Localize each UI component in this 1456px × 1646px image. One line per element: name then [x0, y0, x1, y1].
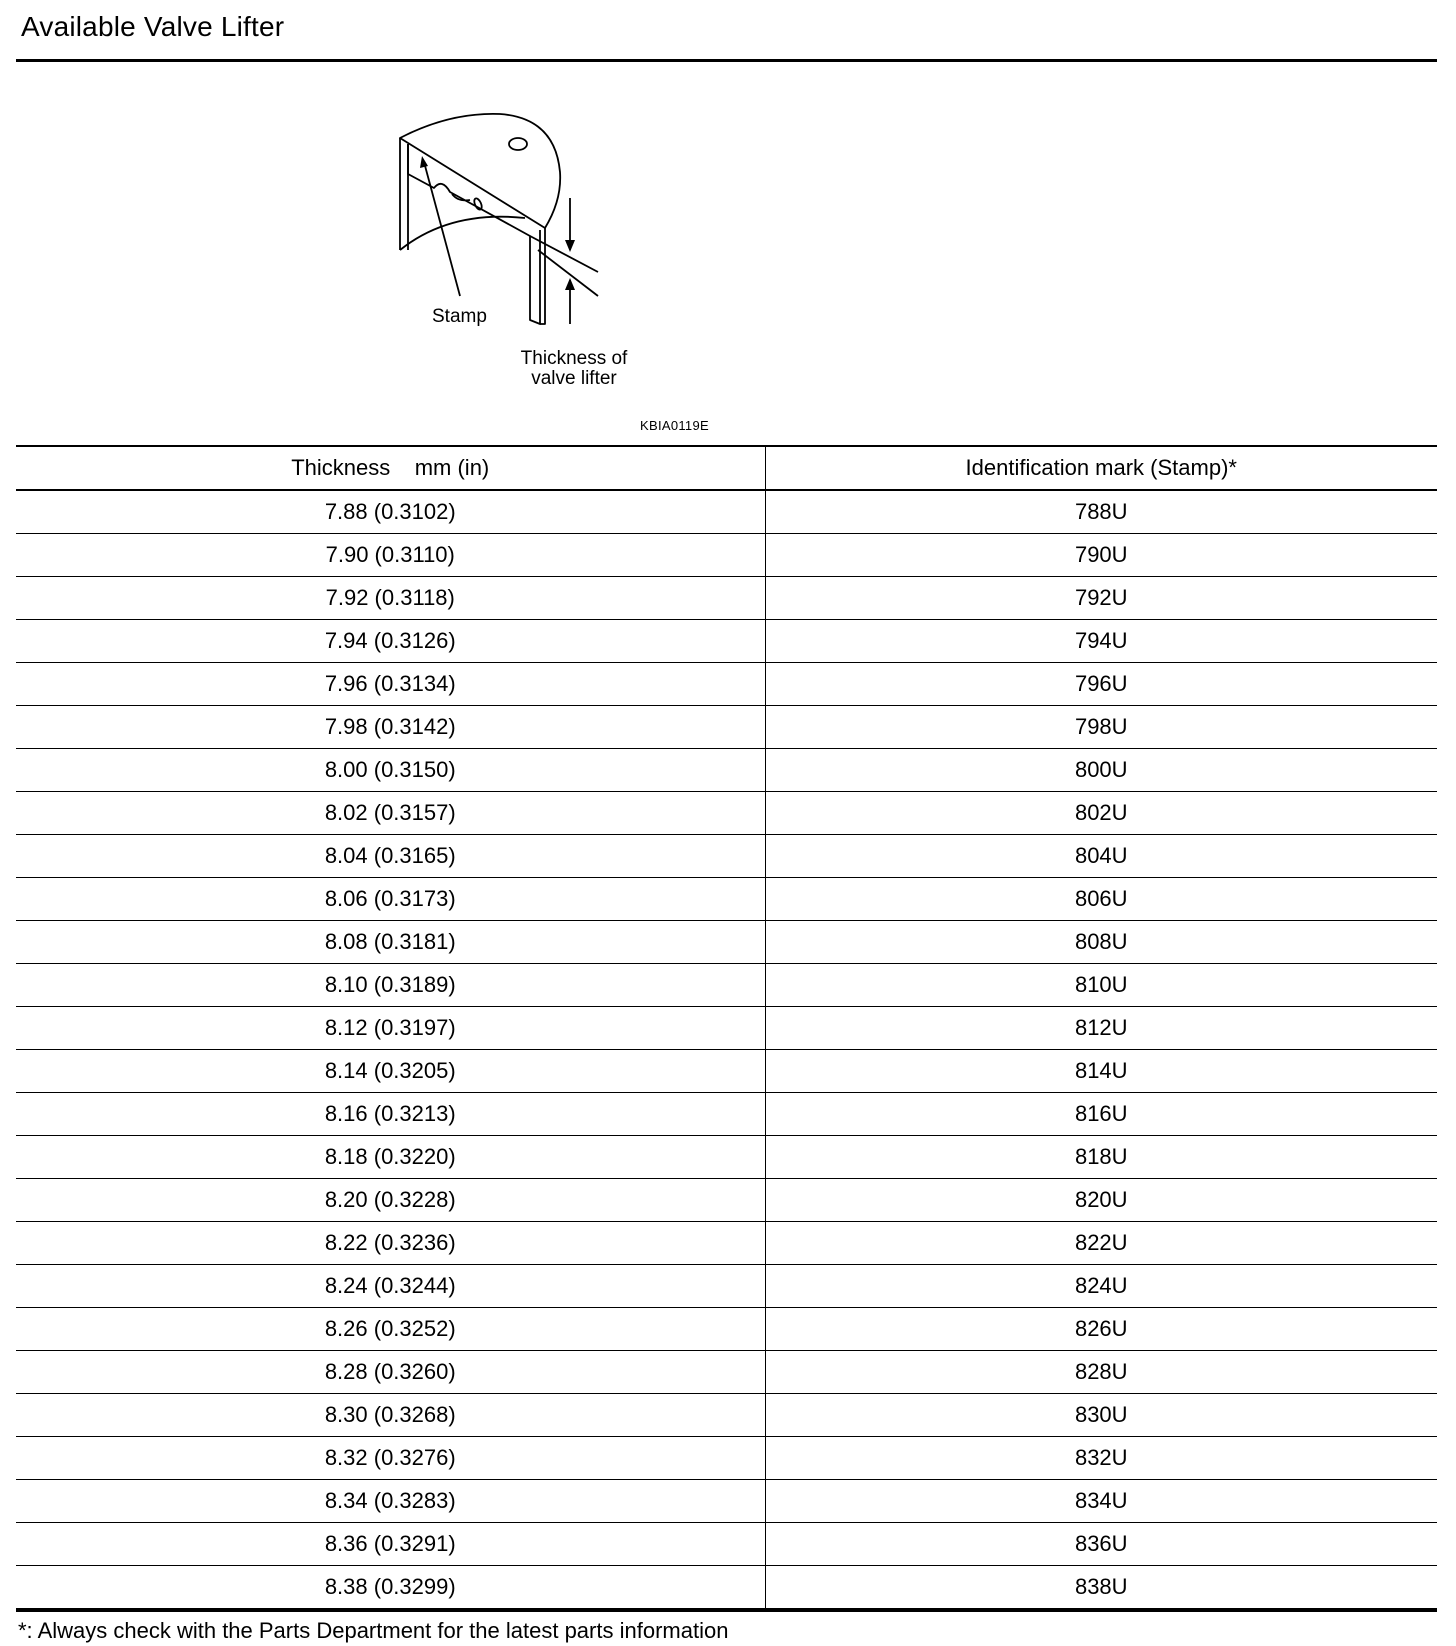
identification-mark-cell: 796U	[765, 663, 1437, 706]
thickness-cell: 8.18 (0.3220)	[16, 1136, 765, 1179]
thickness-cell: 8.20 (0.3228)	[16, 1179, 765, 1222]
thickness-cell: 7.98 (0.3142)	[16, 706, 765, 749]
table-row	[16, 577, 1437, 620]
identification-mark-cell: 792U	[765, 577, 1437, 620]
thickness-cell: 7.96 (0.3134)	[16, 663, 765, 706]
identification-mark-cell: 816U	[765, 1093, 1437, 1136]
thickness-cell: 8.08 (0.3181)	[16, 921, 765, 964]
identification-mark-cell: 818U	[765, 1136, 1437, 1179]
identification-mark-cell: 802U	[765, 792, 1437, 835]
identification-mark-cell: 800U	[765, 749, 1437, 792]
identification-mark-cell: 812U	[765, 1007, 1437, 1050]
footnote: *: Always check with the Parts Department for the latest parts information	[18, 1618, 729, 1643]
thickness-cell: 8.22 (0.3236)	[16, 1222, 765, 1265]
table-row	[16, 964, 1437, 1007]
identification-mark-cell: 834U	[765, 1480, 1437, 1523]
stamp-leader-line	[424, 162, 460, 296]
thickness-cell: 8.16 (0.3213)	[16, 1093, 765, 1136]
identification-mark-cell: 824U	[765, 1265, 1437, 1308]
thickness-cell: 8.06 (0.3173)	[16, 878, 765, 921]
figure-code: KBIA0119E	[640, 418, 709, 433]
identification-mark-cell: 798U	[765, 706, 1437, 749]
thickness-cell: 8.32 (0.3276)	[16, 1437, 765, 1480]
thickness-cell: 8.02 (0.3157)	[16, 792, 765, 835]
identification-mark-cell: 808U	[765, 921, 1437, 964]
table-row	[16, 1351, 1437, 1394]
stamp-label: Stamp	[432, 306, 487, 327]
identification-mark-cell: 832U	[765, 1437, 1437, 1480]
table-row	[16, 749, 1437, 792]
thickness-cell: 7.88 (0.3102)	[16, 490, 765, 534]
table-header-row	[16, 446, 1437, 490]
identification-mark-cell: 826U	[765, 1308, 1437, 1351]
thickness-cell: 8.36 (0.3291)	[16, 1523, 765, 1566]
thickness-cell: 8.00 (0.3150)	[16, 749, 765, 792]
thickness-cell: 8.28 (0.3260)	[16, 1351, 765, 1394]
table-row	[16, 1179, 1437, 1222]
table-row	[16, 1265, 1437, 1308]
table-row	[16, 534, 1437, 577]
thickness-label-line1: Thickness of	[520, 348, 628, 369]
valve-lifter-figure	[380, 110, 720, 440]
header-thickness: Thickness mm (in)	[16, 446, 765, 490]
table-row	[16, 1437, 1437, 1480]
table-row	[16, 1480, 1437, 1523]
identification-mark-cell: 838U	[765, 1566, 1437, 1611]
identification-mark-cell: 810U	[765, 964, 1437, 1007]
lifter-top-face	[400, 114, 560, 228]
table-row	[16, 1394, 1437, 1437]
page-title: Available Valve Lifter	[21, 11, 285, 42]
table-row	[16, 878, 1437, 921]
table-row	[16, 490, 1437, 534]
identification-mark-cell: 822U	[765, 1222, 1437, 1265]
table-row	[16, 1566, 1437, 1611]
table-row	[16, 1308, 1437, 1351]
table-row	[16, 1523, 1437, 1566]
thickness-cell: 7.90 (0.3110)	[16, 534, 765, 577]
table-row	[16, 921, 1437, 964]
identification-mark-cell: 794U	[765, 620, 1437, 663]
identification-mark-cell: 820U	[765, 1179, 1437, 1222]
table-row	[16, 1093, 1437, 1136]
identification-mark-cell: 788U	[765, 490, 1437, 534]
thickness-cell: 8.04 (0.3165)	[16, 835, 765, 878]
thickness-cell: 8.34 (0.3283)	[16, 1480, 765, 1523]
identification-mark-cell: 828U	[765, 1351, 1437, 1394]
thickness-label	[504, 349, 644, 389]
table-row	[16, 1222, 1437, 1265]
thickness-cell: 8.38 (0.3299)	[16, 1566, 765, 1611]
title-divider	[16, 59, 1437, 62]
identification-mark-cell: 830U	[765, 1394, 1437, 1437]
table-row	[16, 1136, 1437, 1179]
table-row	[16, 835, 1437, 878]
valve-lifter-table	[16, 445, 1437, 1612]
header-identification-mark: Identification mark (Stamp)*	[765, 446, 1437, 490]
thickness-cell: 8.14 (0.3205)	[16, 1050, 765, 1093]
thickness-cell: 8.24 (0.3244)	[16, 1265, 765, 1308]
thickness-cell: 7.92 (0.3118)	[16, 577, 765, 620]
thickness-label-line2: valve lifter	[531, 368, 617, 389]
thickness-cell: 8.12 (0.3197)	[16, 1007, 765, 1050]
thickness-cell: 8.26 (0.3252)	[16, 1308, 765, 1351]
table-row	[16, 1050, 1437, 1093]
identification-mark-cell: 836U	[765, 1523, 1437, 1566]
identification-mark-cell: 790U	[765, 534, 1437, 577]
table-row	[16, 706, 1437, 749]
thickness-cell: 7.94 (0.3126)	[16, 620, 765, 663]
identification-mark-cell: 804U	[765, 835, 1437, 878]
identification-mark-cell: 814U	[765, 1050, 1437, 1093]
table-row	[16, 620, 1437, 663]
thickness-cell: 8.10 (0.3189)	[16, 964, 765, 1007]
identification-mark-cell: 806U	[765, 878, 1437, 921]
table-row	[16, 663, 1437, 706]
table-row	[16, 792, 1437, 835]
thickness-cell: 8.30 (0.3268)	[16, 1394, 765, 1437]
table-row	[16, 1007, 1437, 1050]
